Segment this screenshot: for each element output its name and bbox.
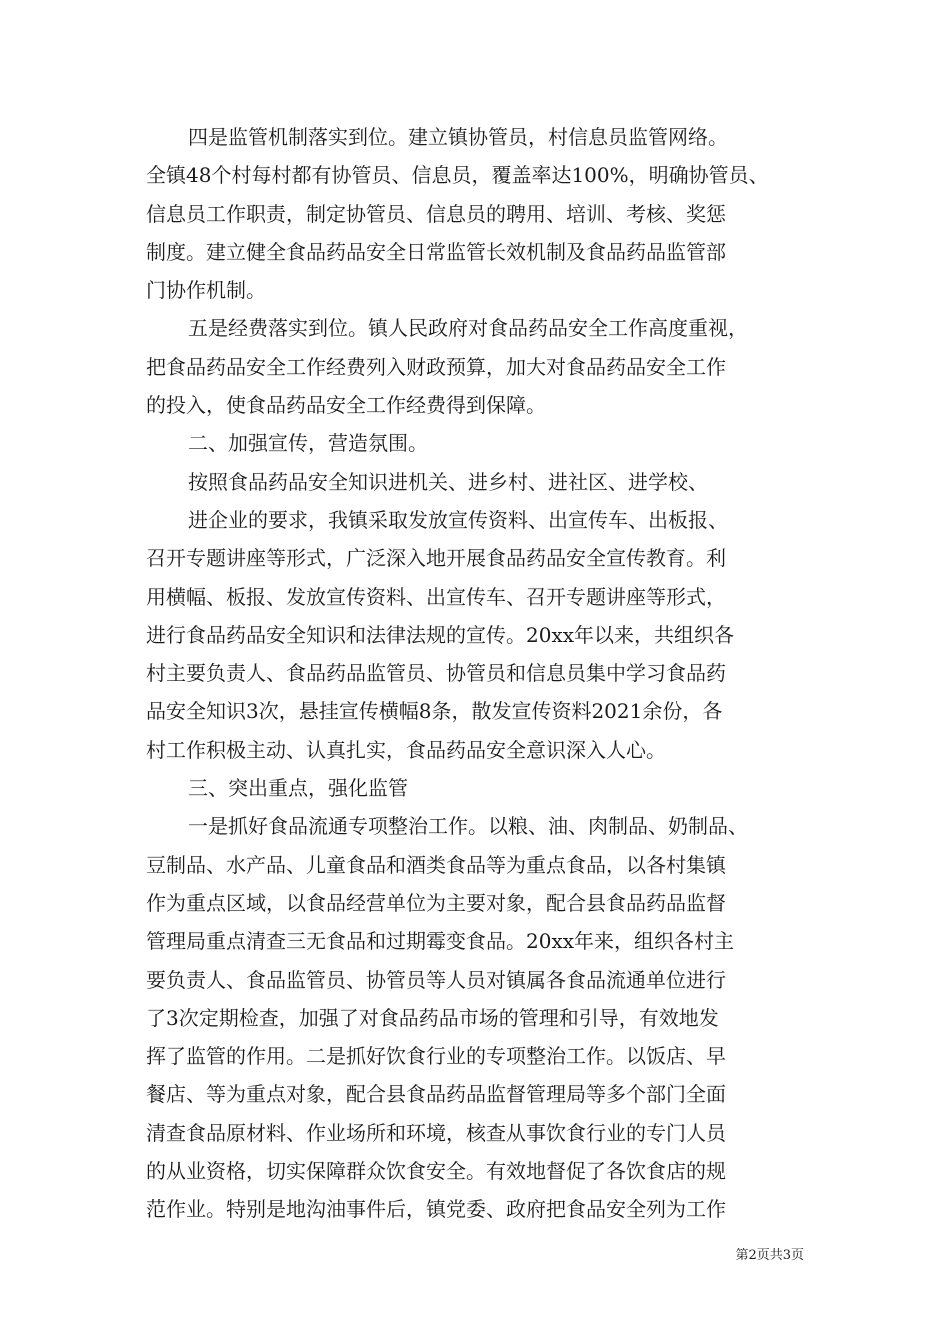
text-line: 进企业的要求，我镇采取发放宣传资料、出宣传车、出板报、 <box>188 507 728 532</box>
text-line: 清查食品原材料、作业场所和环境，核查从事饮食行业的专门人员 <box>146 1120 726 1145</box>
text-line: 品安全知识3次，悬挂宣传横幅8条，散发宣传资料2021余份，各 <box>146 699 723 724</box>
text-line: 把食品药品安全工作经费列入财政预算，加大对食品药品安全工作 <box>146 354 726 379</box>
text-line: 了3次定期检查，加强了对食品药品市场的管理和引导，有效地发 <box>146 1005 719 1030</box>
text-line: 门协作机制。 <box>146 278 266 303</box>
text-line: 挥了监管的作用。二是抓好饮食行业的专项整治工作。以饭店、早 <box>146 1044 726 1069</box>
text-line: 村主要负责人、食品药品监管员、协管员和信息员集中学习食品药 <box>146 661 726 686</box>
text-line: 按照食品药品安全知识进机关、进乡村、进社区、进学校、 <box>188 469 708 494</box>
text-line: 进行食品药品安全知识和法律法规的宣传。20xx年以来，共组织各 <box>146 622 735 647</box>
text-line: 管理局重点清查三无食品和过期霉变食品。20xx年来，组织各村主 <box>146 929 735 954</box>
text-line: 全镇48个村每村都有协管员、信息员，覆盖率达100%，明确协管员、 <box>146 163 769 188</box>
text-line: 四是监管机制落实到位。建立镇协管员，村信息员监管网络。 <box>188 125 728 149</box>
page-number: 第2页共3页 <box>735 1248 804 1263</box>
text-line: 制度。建立健全食品药品安全日常监管长效机制及食品药品监管部 <box>146 239 726 264</box>
text-line: 的投入，使食品药品安全工作经费得到保障。 <box>146 393 546 418</box>
text-line: 五是经费落实到位。镇人民政府对食品药品安全工作高度重视， <box>188 316 748 341</box>
text-line: 三、突出重点，强化监管 <box>188 776 408 801</box>
text-line: 一是抓好食品流通专项整治工作。以粮、油、肉制品、奶制品、 <box>188 814 748 839</box>
text-line: 信息员工作职责，制定协管员、信息员的聘用、培训、考核、奖惩 <box>146 201 726 226</box>
text-line: 的从业资格，切实保障群众饮食安全。有效地督促了各饮食店的规 <box>146 1159 726 1184</box>
text-line: 作为重点区域，以食品经营单位为主要对象，配合县食品药品监督 <box>146 890 726 915</box>
text-line: 要负责人、食品监管员、协管员等人员对镇属各食品流通单位进行 <box>146 967 726 992</box>
text-line: 范作业。特别是地沟油事件后，镇党委、政府把食品安全列为工作 <box>146 1197 726 1222</box>
text-line: 豆制品、水产品、儿童食品和酒类食品等为重点食品，以各村集镇 <box>146 852 726 877</box>
text-line: 餐店、等为重点对象，配合县食品药品监督管理局等多个部门全面 <box>146 1082 726 1107</box>
text-line: 用横幅、板报、发放宣传资料、出宣传车、召开专题讲座等形式， <box>146 584 726 609</box>
text-line: 召开专题讲座等形式，广泛深入地开展食品药品安全宣传教育。利 <box>146 546 726 571</box>
document-body <box>146 118 826 1229</box>
text-line: 二、加强宣传，营造氛围。 <box>188 431 428 456</box>
text-line: 村工作积极主动、认真扎实，食品药品安全意识深入人心。 <box>146 737 666 762</box>
